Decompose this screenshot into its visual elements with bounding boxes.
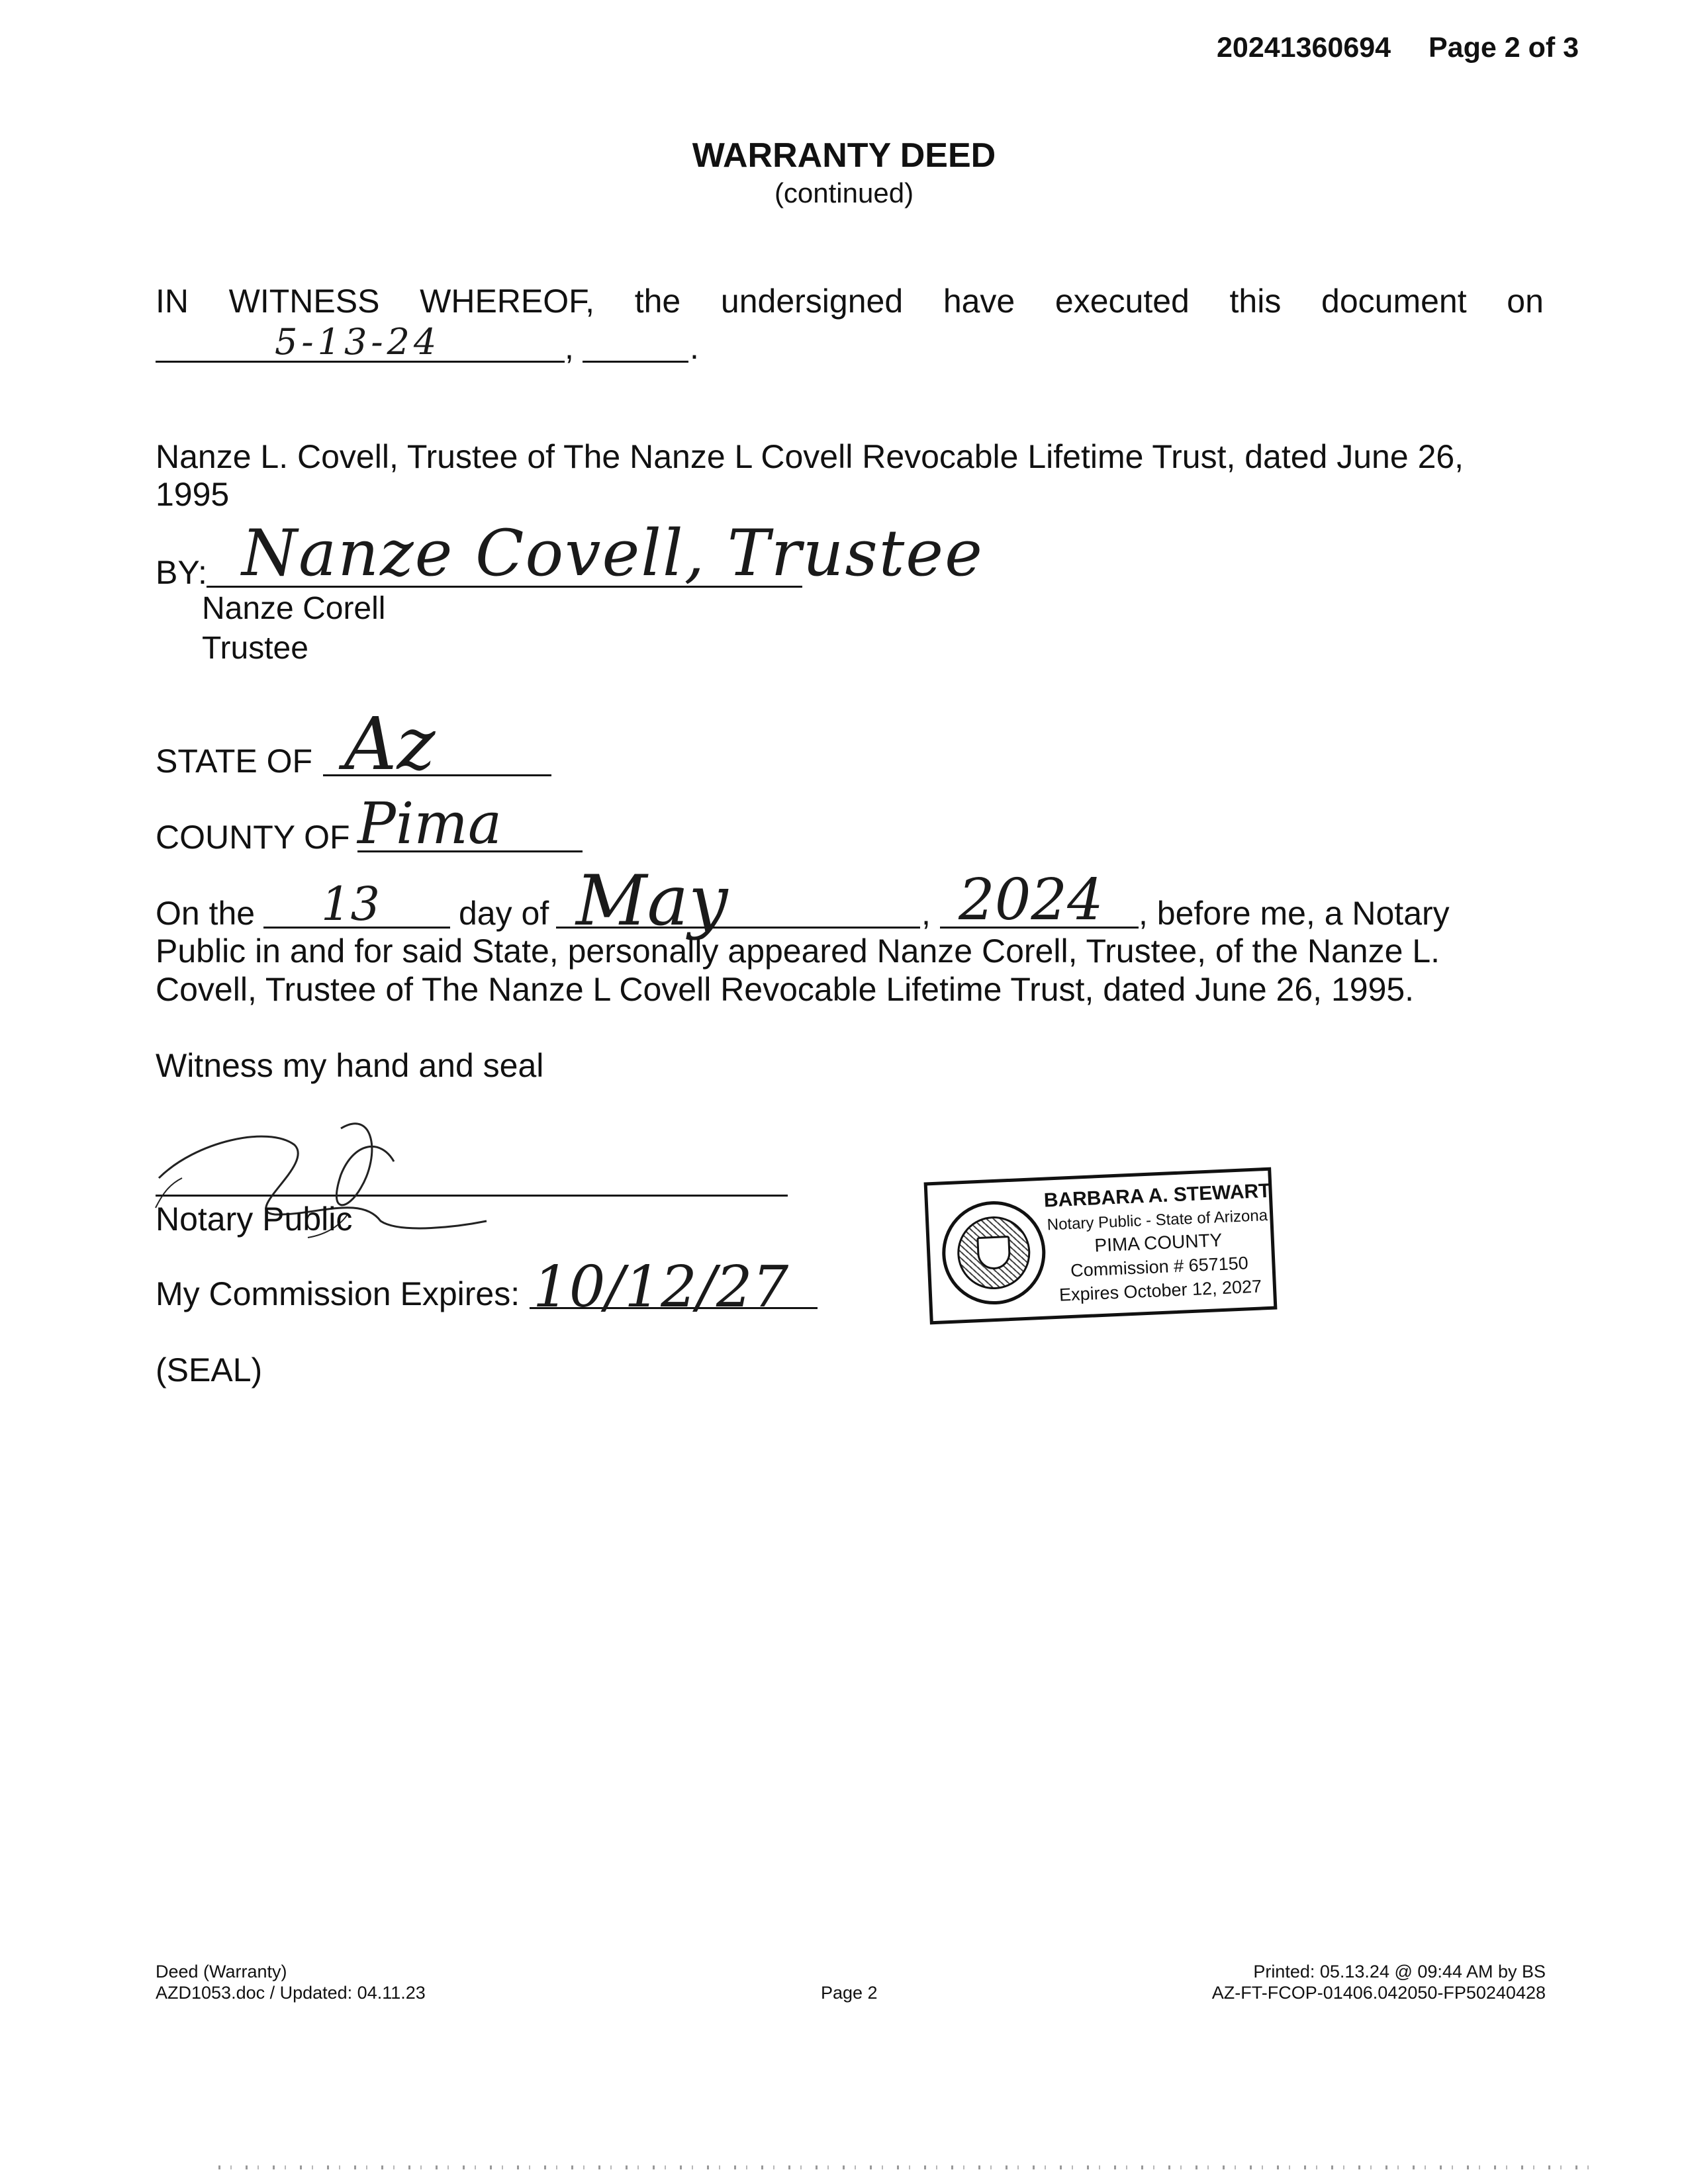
document-subtitle: (continued) <box>774 177 914 208</box>
commission-date-handwritten: 10/12/27 <box>533 1254 789 1320</box>
witness-word: this <box>1229 283 1282 320</box>
execution-date-comma: , <box>565 329 574 366</box>
footer-form-id: AZD1053.doc / Updated: 04.11.23 <box>156 1983 426 2003</box>
stamp-county: PIMA COUNTY <box>1094 1229 1223 1256</box>
witness-word: document <box>1321 283 1467 320</box>
execution-date-period: . <box>690 329 699 366</box>
footer-file-number: AZ-FT-FCOP-01406.042050-FP50240428 <box>1211 1983 1546 2003</box>
stamp-commission: Commission # 657150 <box>1070 1253 1249 1281</box>
county-label: COUNTY OF <box>156 819 350 856</box>
page-indicator: Page 2 of 3 <box>1429 32 1579 64</box>
stamp-expiration: Expires October 12, 2027 <box>1058 1276 1262 1305</box>
by-label: BY: <box>156 554 207 591</box>
commission-expires-label: My Commission Expires: <box>156 1275 520 1312</box>
witness-word: the <box>634 283 681 320</box>
witness-word: undersigned <box>720 283 904 320</box>
footer-printed: Printed: 05.13.24 @ 09:44 AM by BS <box>1253 1962 1546 1981</box>
document-number: 20241360694 <box>1217 32 1391 64</box>
on-the-label: On the <box>156 895 256 932</box>
document-title: WARRANTY DEED <box>692 136 996 175</box>
witness-word: WHEREOF, <box>420 283 595 320</box>
witness-word: have <box>943 283 1015 320</box>
day-of-label: day of <box>459 895 549 932</box>
year-handwritten: 2024 <box>959 867 1103 933</box>
state-handwritten: Az <box>344 702 436 786</box>
stamp-notary-title: Notary Public - State of Arizona <box>1047 1206 1268 1234</box>
trust-line-1: Nanze L. Covell, Trustee of The Nanze L Covell Revocable Lifetime Trust, dated June 26, <box>156 438 1464 475</box>
before-me-text: , before me, a Notary <box>1139 895 1450 932</box>
notary-stamp <box>924 1167 1278 1325</box>
day-handwritten: 13 <box>321 877 381 931</box>
execution-date-handwritten: 5-13-24 <box>275 321 441 363</box>
state-label: STATE OF <box>156 743 313 780</box>
acknowledgment-line-3: Covell, Trustee of The Nanze L Covell Revocable Lifetime Trust, dated June 26, 1995. <box>156 971 1415 1008</box>
footer-page-number: Page 2 <box>821 1983 878 2003</box>
seal-label: (SEAL) <box>156 1351 263 1388</box>
witness-clause <box>156 281 1544 321</box>
witness-word: on <box>1507 283 1544 320</box>
state-seal <box>940 1199 1048 1307</box>
month-handwritten: May <box>576 860 728 941</box>
notary-public-label: Notary Public <box>156 1201 353 1238</box>
witness-word: WITNESS <box>228 283 380 320</box>
signer-role: Trustee <box>202 631 308 666</box>
footer-doc-type: Deed (Warranty) <box>156 1962 287 1981</box>
witness-word: IN <box>156 283 189 320</box>
trust-line-2: 1995 <box>156 476 230 513</box>
scan-artifact-strip <box>218 2165 1595 2169</box>
grantor-signature: Nanze Covell, Trustee <box>242 516 984 590</box>
witness-word: executed <box>1055 283 1190 320</box>
execution-year-blank <box>583 361 688 363</box>
county-handwritten: Pima <box>357 791 502 857</box>
month-comma: , <box>921 895 931 932</box>
stamp-notary-name: BARBARA A. STEWART <box>1043 1179 1272 1212</box>
witness-hand-seal: Witness my hand and seal <box>156 1047 544 1084</box>
signer-name: Nanze Corell <box>202 591 386 626</box>
acknowledgment-line-2: Public in and for said State, personally appeared Nanze Corell, Trustee, of the Nanze L. <box>156 933 1440 970</box>
